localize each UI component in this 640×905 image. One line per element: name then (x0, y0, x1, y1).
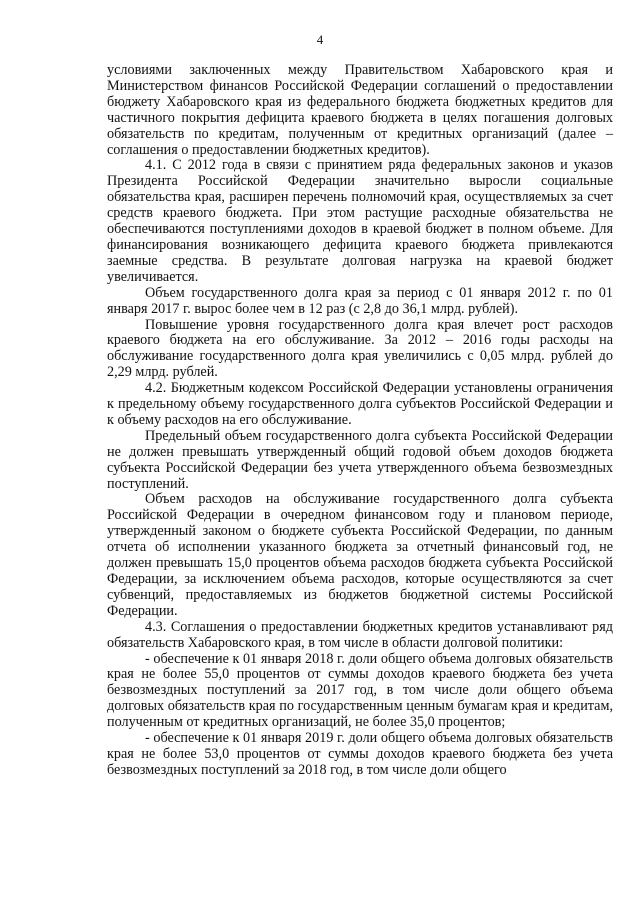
document-body (107, 63, 613, 779)
paragraph-continuation: условиями заключенных между Правительством Хабаровского края и Министерством финансов Российской Федерации соглашений о предоставлении бюджету Хабаровского края из федерального бюджета бюджетных кредитов для частичного покрытия дефицита краевого бюджета в целях погашения долговых обязательств по кредитам, полученным от кредитных организаций (далее – соглашения о предоставлении бюджетных кредитов). (107, 62, 613, 158)
list-item-2019: - обеспечение к 01 января 2019 г. доли общего объема долговых обязательств края не более 53,0 процентов от суммы доходов краевого бюджета без учета безвозмездных поступлений за 2018 год, в том числе доли общего (107, 730, 613, 778)
list-item-2018: - обеспечение к 01 января 2018 г. доли общего объема долговых обязательств края не более 55,0 процентов от суммы доходов краевого бюджета без учета безвозмездных поступлений за 2017 год, в том числе доли общего объема долговых обязательств края по государственным ценным бумагам края и кредитам, полученным от кредитных организаций, не более 35,0 процентов; (107, 650, 613, 731)
paragraph-4-1: 4.1. С 2012 года в связи с принятием ряда федеральных законов и указов Президента Российской Федерации значительно выросли социальные обязательства края, расширен перечень полномочий края, осуществляемых за счет средств краевого бюджета. При этом растущие расходные обязательства не обеспечиваются поступлениями доходов в краевой бюджет в полном объеме. Для финансирования возникающего дефицита краевого бюджета привлекаются заемные средства. В результате долговая нагрузка на краевой бюджет увеличивается. (107, 157, 613, 285)
page-number: 4 (316, 32, 324, 47)
paragraph-service-limit: Объем расходов на обслуживание государственного долга субъекта Российской Федерации в очередном финансовом году и плановом периоде, утвержденный законом о бюджете субъекта Российской Федерации, по данным отчета об исполнении указанного бюджета за отчетный финансовый год, не должен превышать 15,0 процентов объема расходов бюджета субъекта Российской Федерации, за исключением объема расходов, которые осуществляются за счет субвенций, предоставляемых из бюджетов бюджетной системы Российской Федерации. (107, 491, 613, 619)
paragraph-4-2: 4.2. Бюджетным кодексом Российской Федерации установлены ограничения к предельному объему государственного долга субъектов Российской Федерации и к объему расходов на его обслуживание. (107, 380, 613, 428)
paragraph-debt-service: Повышение уровня государственного долга края влечет рост расходов краевого бюджета на его обслуживание. За 2012 – 2016 годы расходы на обслуживание государственного долга края увеличились с 0,05 млрд. рублей до 2,29 млрд. рублей. (107, 316, 613, 381)
paragraph-limit: Предельный объем государственного долга субъекта Российской Федерации не должен превышать утвержденный общий годовой объем доходов бюджета субъекта Российской Федерации без учета утвержденного объема безвозмездных поступлений. (107, 427, 613, 492)
paragraph-debt-volume: Объем государственного долга края за период с 01 января 2012 г. по 01 января 2017 г. вырос более чем в 12 раз (с 2,8 до 36,1 млрд. рублей). (107, 284, 613, 317)
paragraph-4-3: 4.3. Соглашения о предоставлении бюджетных кредитов устанавливают ряд обязательств Хабаровского края, в том числе в области долговой политики: (107, 618, 613, 651)
